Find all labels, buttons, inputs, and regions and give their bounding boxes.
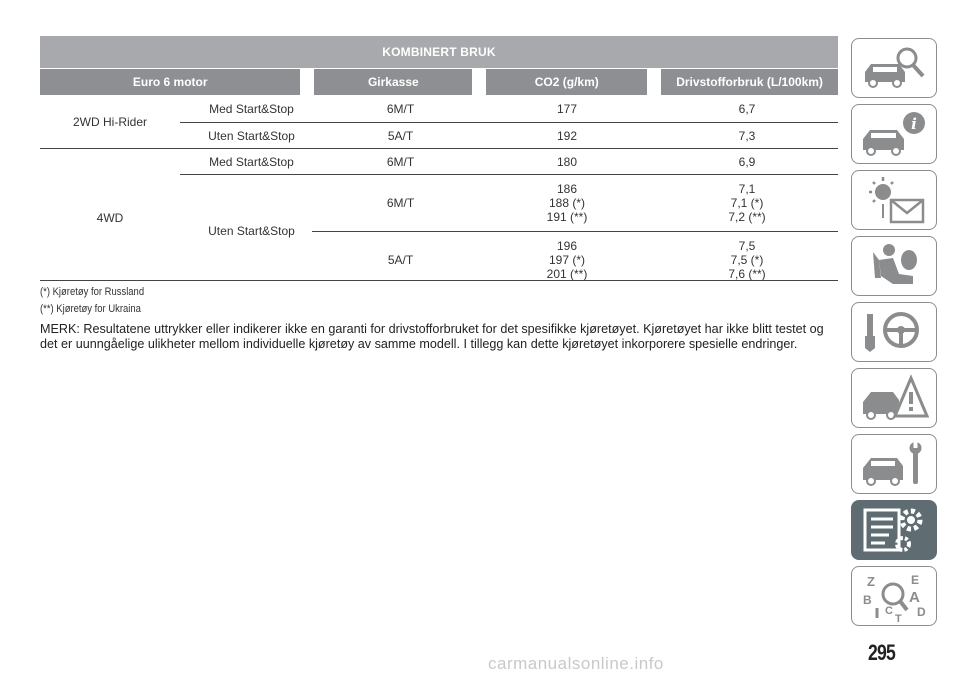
table-cell: 6M/T	[386, 196, 415, 210]
table-cell: 7,3	[738, 128, 756, 143]
table-cell: Med Start&Stop	[209, 101, 294, 116]
car-breakdown-warning-icon	[859, 372, 929, 424]
table-cell: 177	[556, 101, 578, 116]
sidebar-tab-technical-data[interactable]	[851, 500, 937, 560]
footnote-ukraine: (**) Kjøretøy for Ukraina	[40, 303, 141, 315]
table-cell: 6M/T	[386, 101, 415, 116]
car-search-icon	[859, 42, 929, 94]
group-name-2wd: 2WD Hi-Rider	[72, 114, 147, 129]
table-bottom-rule	[40, 280, 838, 281]
table-header-row	[40, 69, 838, 95]
svg-text:T: T	[895, 613, 902, 622]
disclaimer-note: MERK: Resultatene uttrykker eller indikerer ikke en garanti for drivstofforbruket for det spesifikke kjøretøyet. Kjøretøyet har ikke blitt testet og det er uunngåelige ulikheter mellom individuelle kjøretøy av samme modell. I tillegg kan dette kjøretøyet inkorporere spesielle endringer.	[40, 322, 824, 351]
table-cell: 6M/T	[386, 154, 415, 169]
watermark: carmanualsonline.info	[488, 654, 664, 673]
svg-text:i: i	[911, 115, 917, 133]
table-cell: Uten Start&Stop	[208, 224, 295, 238]
table-cell: 192	[556, 128, 578, 143]
technical-data-gear-icon	[859, 504, 929, 556]
table-cell: 6,7	[738, 101, 756, 116]
table-body	[40, 95, 838, 310]
table-cell: 7,1 7,1 (*) 7,2 (**)	[728, 182, 766, 224]
sidebar-tab-starting-driving[interactable]	[851, 302, 937, 362]
table-cell: Med Start&Stop	[209, 154, 294, 169]
footnote-russia: (*) Kjøretøy for Russland	[40, 286, 145, 298]
header-engine: Euro 6 motor	[40, 69, 300, 95]
table-cell: 5A/T	[387, 252, 414, 267]
table-cell: 6,9	[738, 154, 756, 169]
sidebar-tab-car-search[interactable]	[851, 38, 937, 98]
header-co2: CO2 (g/km)	[486, 69, 647, 95]
warning-light-message-icon	[859, 174, 929, 226]
sidebar-tab-emergency[interactable]	[851, 368, 937, 428]
svg-text:C: C	[885, 605, 893, 617]
page-number: 295	[868, 640, 895, 665]
table-title: KOMBINERT BRUK	[40, 36, 838, 68]
car-info-icon	[859, 108, 929, 160]
car-maintenance-wrench-icon	[859, 438, 929, 490]
svg-text:D: D	[917, 605, 926, 619]
sidebar-tab-maintenance[interactable]	[851, 434, 937, 494]
table-cell: 5A/T	[387, 128, 414, 143]
svg-text:E: E	[911, 573, 920, 587]
svg-text:A: A	[909, 589, 920, 606]
header-gearbox: Girkasse	[314, 69, 472, 95]
key-steering-wheel-icon	[859, 306, 929, 358]
table-cell: 180	[556, 154, 578, 169]
seat-airbag-icon	[859, 240, 929, 292]
group-name-4wd: 4WD	[96, 211, 124, 225]
fuel-consumption-table	[40, 36, 838, 310]
table-cell: 196 197 (*) 201 (**)	[546, 238, 588, 281]
sidebar-tab-warning-lights[interactable]	[851, 170, 937, 230]
table-cell: Uten Start&Stop	[208, 128, 295, 143]
table-cell: 7,5 7,5 (*) 7,6 (**)	[728, 238, 766, 281]
svg-text:Z: Z	[867, 574, 875, 589]
alphabetical-index-icon	[859, 570, 929, 622]
header-fuel: Drivstofforbruk (L/100km)	[661, 69, 838, 95]
sidebar-tab-car-info[interactable]	[851, 104, 937, 164]
svg-text:B: B	[863, 593, 872, 607]
sidebar-tab-index[interactable]	[851, 566, 937, 626]
table-cell: 186 188 (*) 191 (**)	[546, 182, 588, 224]
sidebar-tab-safety[interactable]	[851, 236, 937, 296]
